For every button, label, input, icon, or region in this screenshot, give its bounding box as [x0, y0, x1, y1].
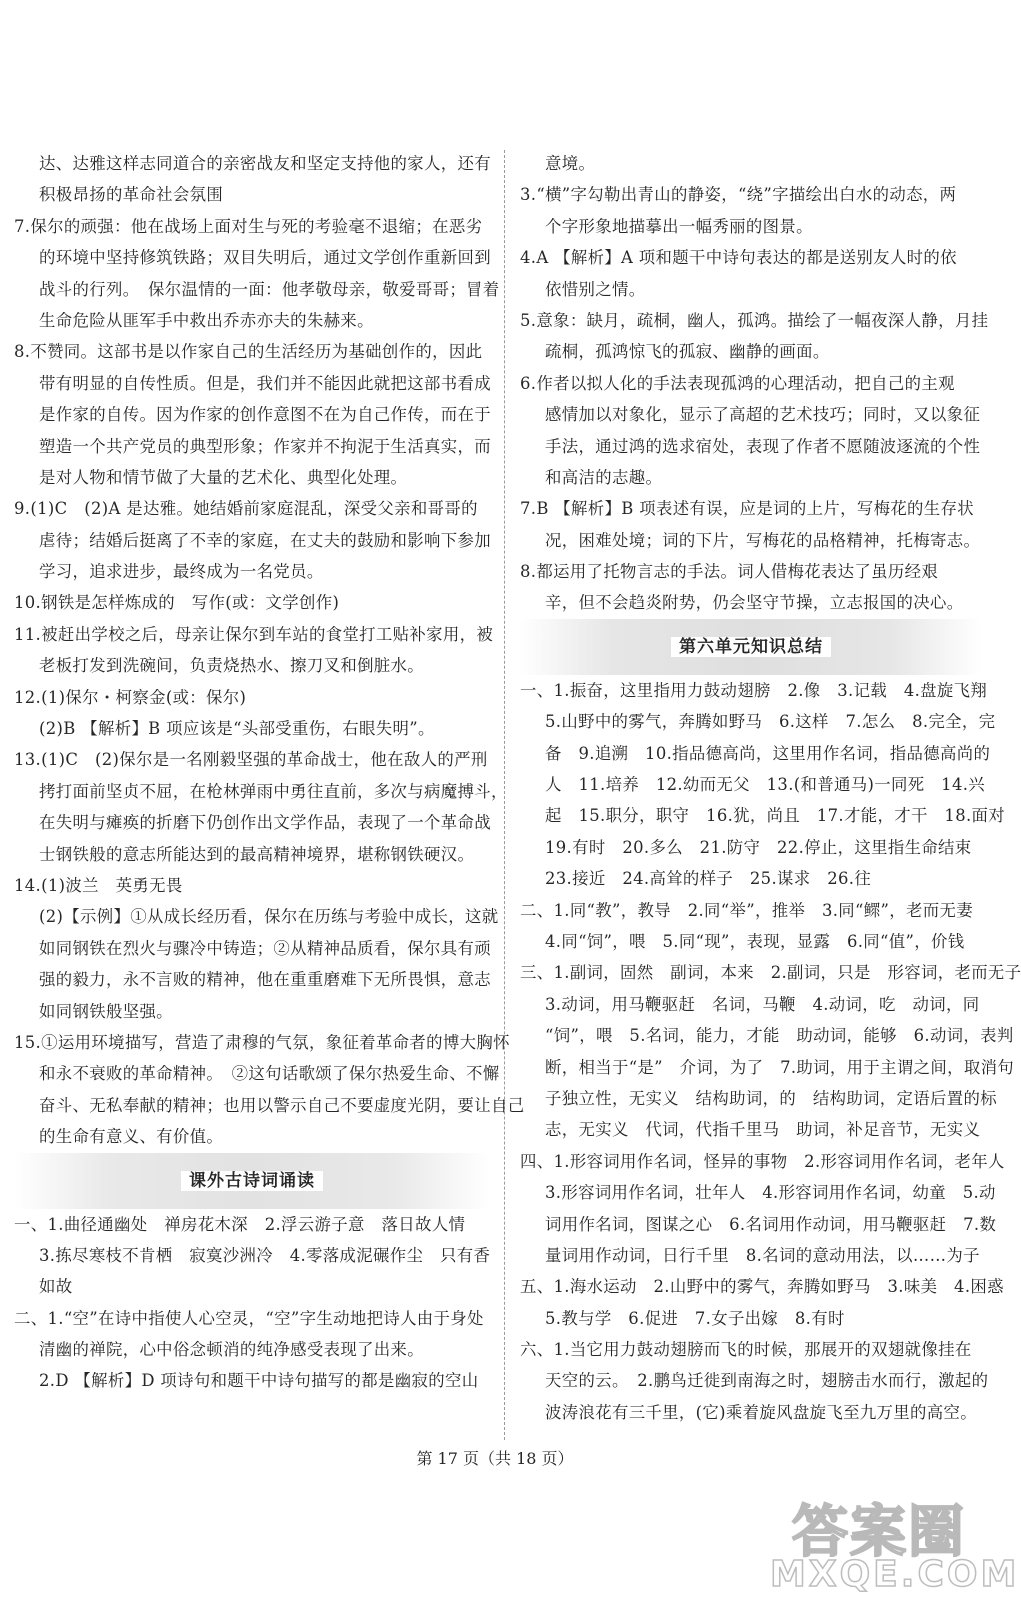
answer-line: 如同钢铁般坚强。 — [39, 1001, 173, 1021]
answer-line: 3.拣尽寒枝不肯栖 寂寞沙洲冷 4.零落成泥碾作尘 只有香 — [39, 1245, 491, 1265]
answer-line: 清幽的禅院，心中俗念顿消的纯净感受表现了出来。 — [39, 1340, 425, 1360]
answer-line: 5.山野中的雾气，奔腾如野马 6.这样 7.怎么 8.完全，完 — [545, 712, 996, 732]
answer-line: 四、1.形容词用作名词，怪异的事物 2.形容词用作名词，老年人 — [520, 1151, 1005, 1171]
answer-line: 生命危险从匪军手中救出乔赤亦夫的朱赫来。 — [39, 310, 374, 330]
answer-line: 是对人物和情节做了大量的艺术化、典型化处理。 — [39, 467, 408, 487]
answer-line: 7.保尔的顽强：他在战场上面对生与死的考验毫不退缩；在恶劣 — [14, 216, 483, 236]
answer-line: 如故 — [39, 1277, 73, 1297]
answer-line: 和永不衰败的革命精神。 ②这句话歌颂了保尔热爱生命、不懈 — [39, 1064, 500, 1084]
answer-line: 是作家的自传。因为作家的创作意图不在为自己作传，而在于 — [39, 405, 491, 425]
answer-line: 老板打发到洗碗间，负责烧热水、擦刀叉和倒脏水。 — [39, 656, 425, 676]
answer-line: 子独立性，无实义 结构助词，的 结构助词，定语后置的标 — [545, 1088, 997, 1108]
answer-line: 辛，但不会趋炎附势，仍会坚守节操，立志报国的决心。 — [545, 593, 964, 613]
answer-line: 9.(1)C (2)A 是达雅。她结婚前家庭混乱，深受父亲和哥哥的 — [14, 499, 478, 519]
answer-line: 3.形容词用作名词，壮年人 4.形容词用作名词，幼童 5.动 — [545, 1183, 996, 1203]
answer-line: 4.同“饲”，喂 5.同“现”，表现，显露 6.同“值”，价钱 — [545, 931, 965, 951]
answer-line: (2)【示例】①从成长经历看，保尔在历练与考验中成长，这就 — [39, 907, 499, 927]
answer-line: 强的毅力，永不言败的精神，他在重重磨难下无所畏惧，意志 — [39, 970, 491, 990]
answer-line: 人 11.培养 12.幼而无父 13.(和普通马)一同死 14.兴 — [545, 775, 986, 795]
answer-line: 达、达雅这样志同道合的亲密战友和坚定支持他的家人，还有 — [39, 154, 491, 173]
answer-line: 一、1.振奋，这里指用力鼓动翅膀 2.像 3.记载 4.盘旋飞翔 — [520, 680, 988, 700]
answer-line: 五、1.海水运动 2.山野中的雾气，奔腾如野马 3.味美 4.困惑 — [520, 1277, 1004, 1297]
answer-line: 三、1.副词，固然 副词，本来 2.副词，只是 形容词，老而无子 — [520, 963, 1021, 983]
answer-line: 6.作者以拟人化的手法表现孤鸿的心理活动，把自己的主观 — [520, 373, 955, 393]
section-heading-text: 课外古诗词诵读 — [181, 1171, 323, 1191]
answer-line: 天空的云。 2.鹏鸟迁徙到南海之时，翅膀击水而行，激起的 — [545, 1371, 989, 1391]
answer-line: 15.①运用环境描写，营造了肃穆的气氛，象征着革命者的博大胸怀 — [14, 1032, 510, 1052]
answer-line: 4.A 【解析】A 项和题干中诗句表达的都是送别友人时的依 — [520, 248, 957, 268]
section-heading — [14, 1153, 490, 1209]
answer-line: 3.动词，用马鞭驱赶 名词，马鞭 4.动词，吃 动词，同 — [545, 994, 980, 1014]
answer-line: 和高洁的志趣。 — [545, 467, 663, 487]
answer-line: 带有明显的自传性质。但是，我们并不能因此就把这部书看成 — [39, 373, 491, 393]
answer-line: 起 15.职分，职守 16.犹，尚且 17.才能，才干 18.面对 — [545, 806, 1006, 826]
answer-line: 手法，通过鸿的选求宿处，表现了作者不愿随波逐流的个性 — [545, 436, 981, 456]
answer-line: “饲”，喂 5.名词，能力，才能 助动词，能够 6.动词，表判 — [545, 1026, 1014, 1046]
answer-line: 虐待；结婚后挺离了不幸的家庭，在丈夫的鼓励和影响下参加 — [39, 530, 491, 550]
answer-line: (2)B 【解析】B 项应该是“头部受重伤，右眼失明”。 — [39, 719, 435, 739]
answer-line: 二、1.“空”在诗中指使人心空灵，“空”字生动地把诗人由于身处 — [14, 1308, 484, 1328]
answer-line: 的生命有意义、有价值。 — [39, 1127, 224, 1147]
answer-line: 2.D 【解析】D 项诗句和题干中诗句描写的都是幽寂的空山 — [39, 1371, 479, 1391]
answer-line: 战斗的行列。 保尔温情的一面：他孝敬母亲，敬爱哥哥；冒着 — [39, 279, 500, 299]
answer-line: 依惜别之情。 — [545, 279, 646, 299]
answer-line: 意境。 — [545, 154, 596, 173]
answer-line: 19.有时 20.多么 21.防守 22.停止，这里指生命结束 — [545, 837, 972, 857]
answer-line: 10.钢铁是怎样炼成的 写作(或：文学创作) — [14, 593, 340, 613]
answer-line: 7.B 【解析】B 项表述有误，应是词的上片，写梅花的生存状 — [520, 499, 975, 519]
answer-line: 如同钢铁在烈火与骤冷中铸造；②从精神品质看，保尔具有顽 — [39, 938, 491, 958]
answer-line: 8.都运用了托物言志的手法。词人借梅花表达了虽历经艰 — [520, 562, 939, 582]
answer-line: 疏桐，孤鸿惊飞的孤寂、幽静的画面。 — [545, 342, 830, 362]
section-heading — [520, 619, 982, 675]
page-footer: 第 17 页（共 18 页） — [416, 1449, 574, 1468]
answer-line: 量词用作动词，日行千里 8.名词的意动用法，以……为子 — [545, 1245, 980, 1265]
answer-line: 在失明与瘫痪的折磨下仍创作出文学作品，表现了一个革命战 — [39, 813, 491, 833]
answer-line: 14.(1)波兰 英勇无畏 — [14, 875, 183, 895]
answer-line: 5.教与学 6.促进 7.女子出嫁 8.有时 — [545, 1308, 845, 1328]
answer-line: 二、1.同“教”，教导 2.同“举”，推举 3.同“鳏”，老而无妻 — [520, 900, 973, 920]
answer-line: 六、1.当它用力鼓动翅膀而飞的时候，那展开的双翅就像挂在 — [520, 1340, 972, 1360]
answer-line: 学习，追求进步，最终成为一名党员。 — [39, 562, 324, 582]
answer-line: 5.意象：缺月，疏桐，幽人，孤鸿。描绘了一幅夜深人静，月挂 — [520, 310, 989, 330]
answer-line: 波涛浪花有三千里，(它)乘着旋风盘旋飞至九万里的高空。 — [545, 1402, 978, 1422]
answer-line: 拷打面前坚贞不屈，在枪林弹雨中勇往直前，多次与病魔搏斗， — [39, 781, 508, 801]
answer-line: 积极昂扬的革命社会氛围 — [39, 185, 224, 205]
right-column — [520, 148, 1021, 1428]
answer-line: 况，困难处境；词的下片，写梅花的品格精神，托梅寄志。 — [545, 530, 981, 550]
answer-line: 12.(1)保尔・柯察金(或：保尔) — [14, 687, 247, 707]
answer-line: 断，相当于“是” 介词，为了 7.助词，用于主谓之间，取消句 — [545, 1057, 1015, 1077]
answer-line: 11.被赶出学校之后，母亲让保尔到车站的食堂打工贴补家用，被 — [14, 624, 494, 644]
answer-line: 一、1.曲径通幽处 禅房花木深 2.浮云游子意 落日故人情 — [14, 1214, 466, 1234]
answer-line: 士钢铁般的意志所能达到的最高精神境界，堪称钢铁硬汉。 — [39, 844, 475, 864]
watermark-logo — [762, 1488, 1020, 1598]
answer-line: 13.(1)C (2)保尔是一名刚毅坚强的革命战士，他在敌人的严刑 — [14, 750, 488, 770]
answer-line: 感情加以对象化，显示了高超的艺术技巧；同时，又以象征 — [545, 405, 981, 425]
answer-line: 词用作名词，图谋之心 6.名词用作动词，用马鞭驱赶 7.数 — [545, 1214, 997, 1234]
watermark-english: MXQE.COM — [770, 1554, 1020, 1595]
answer-line: 奋斗、无私奉献的精神；也用以警示自己不要虚度光阴，要让自己 — [39, 1095, 525, 1115]
answer-line: 23.接近 24.高耸的样子 25.谋求 26.往 — [545, 869, 872, 889]
answer-line: 8.不赞同。这部书是以作家自己的生活经历为基础创作的，因此 — [14, 342, 483, 362]
answer-line: 备 9.追溯 10.指品德高尚，这里用作名词，指品德高尚的 — [545, 743, 991, 763]
left-column — [14, 148, 525, 1397]
answer-line: 3.“横”字勾勒出青山的静姿，“绕”字描绘出白水的动态，两 — [520, 185, 957, 205]
watermark-chinese: 答案圈 — [792, 1500, 966, 1565]
answer-line: 塑造一个共产党员的典型形象；作家并不拘泥于生活真实，而 — [39, 436, 491, 456]
answer-line: 的环境中坚持修筑铁路；双目失明后，通过文学创作重新回到 — [39, 248, 491, 268]
section-heading-text: 第六单元知识总结 — [671, 637, 831, 657]
answer-line: 个字形象地描摹出一幅秀丽的图景。 — [545, 216, 813, 236]
answer-line: 志，无实义 代词，代指千里马 助词，补足音节，无实义 — [545, 1120, 981, 1140]
